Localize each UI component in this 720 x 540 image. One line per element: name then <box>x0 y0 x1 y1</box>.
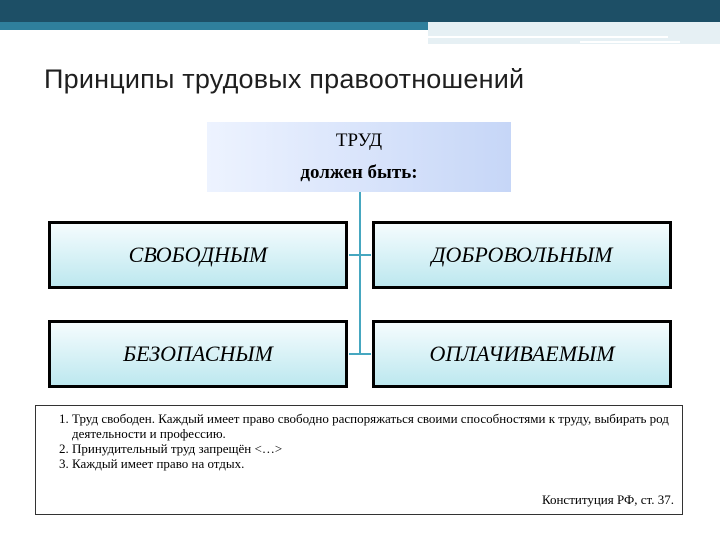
constitution-quote <box>35 405 683 515</box>
header-line <box>580 41 680 43</box>
principle-box-voluntary: ДОБРОВОЛЬНЫМ <box>372 221 672 289</box>
principle-box-safe: БЕЗОПАСНЫМ <box>48 320 348 388</box>
slide-title: Принципы трудовых правоотношений <box>44 64 525 94</box>
header-line <box>428 36 668 38</box>
labor-label: ТРУД <box>335 130 383 151</box>
connector-branch-top <box>349 254 371 256</box>
principle-box-paid: ОПЛАЧИВАЕМЫМ <box>372 320 672 388</box>
quote-item: 2. Принудительный труд запрещён <…> <box>72 441 672 456</box>
connector-branch-bottom <box>349 353 371 355</box>
labor-box <box>207 122 511 192</box>
quote-source: Конституция РФ, ст. 37. <box>541 492 674 507</box>
quote-list <box>36 411 682 471</box>
must-be-label: должен быть: <box>300 162 418 183</box>
quote-item: 1. Труд свободен. Каждый имеет право свободно распоряжаться своими способностями к труду, выбирать род деятельности и профессию. <box>72 411 672 441</box>
quote-item: 3. Каждый имеет право на отдых. <box>72 456 672 471</box>
principle-box-free: СВОБОДНЫМ <box>48 221 348 289</box>
header-bar <box>0 0 720 22</box>
vertical-connector <box>359 192 361 355</box>
